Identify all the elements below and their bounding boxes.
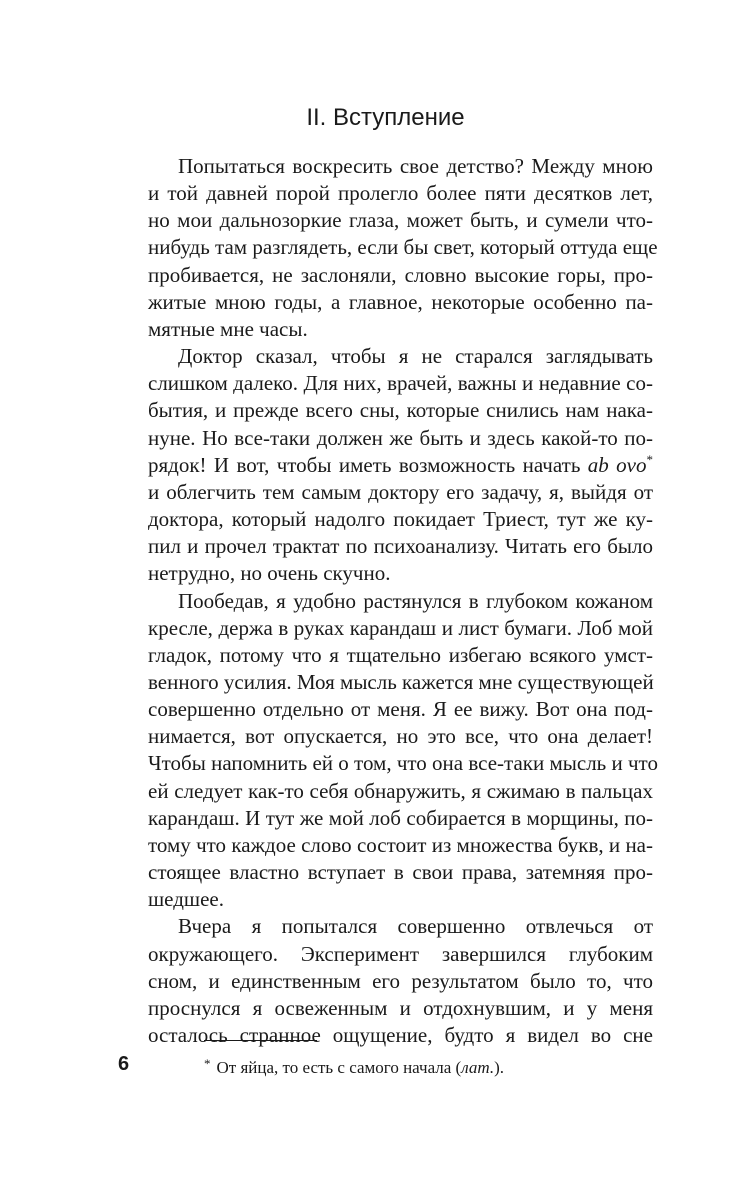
latin-phrase: ab ovo [587, 452, 647, 477]
footnote [204, 1052, 504, 1080]
text-line: пробивается, не заслоняли, словно высокие горы, про- [148, 262, 653, 287]
text-line: Чтобы напомнить ей о том, что она все-таки мысль и что [148, 751, 658, 776]
body-text [118, 153, 658, 1049]
paragraph-1 [118, 153, 658, 343]
text-line: карандаш. И тут же мой лоб собирается в морщины, по- [148, 805, 653, 830]
text-line: нетрудно, но очень скучно. [148, 561, 391, 586]
book-page [118, 0, 658, 1190]
page-number: 6 [118, 1053, 130, 1075]
text-line: кресле, держа в руках карандаш и лист бумаги. Лоб мой [148, 615, 653, 640]
footnote-separator [204, 1040, 317, 1041]
text-line: стоящее властно вступает в свои права, затемняя про- [148, 860, 653, 885]
text-line: и облегчить тем самым доктору его задачу, я, выйдя от [148, 479, 653, 504]
footnote-tail: ). [494, 1058, 504, 1077]
text-line: бытия, и прежде всего сны, которые снились нам нака- [148, 398, 653, 423]
text-line: окружающего. Эксперимент завершился глубоким [148, 941, 653, 966]
text-line: мятные мне часы. [148, 316, 308, 341]
text-line: венного усилия. Моя мысль кажется мне существующей [148, 669, 654, 694]
text-line: житые мною годы, а главное, некоторые особенно па- [148, 289, 653, 314]
text-line: гладок, потому что я тщательно избегаю всякого умст- [148, 642, 653, 667]
text-line: доктора, который надолго покидает Триест, тут же ку- [148, 507, 653, 532]
text-line: Доктор сказал, чтобы я не старался заглядывать [178, 344, 653, 369]
text-line: шедшее. [148, 887, 224, 912]
text-line: Попытаться воскресить свое детство? Между мною [178, 154, 653, 178]
text-segment: рядок! И вот, чтобы иметь возможность начать [148, 452, 581, 477]
footnote-mark: * [204, 1056, 211, 1071]
text-line: пил и прочел трактат по психоанализу. Читать его было [148, 534, 653, 559]
footnote-reference: * [646, 451, 654, 467]
text-line-with-latin [118, 452, 653, 479]
text-line: слишком далеко. Для них, врачей, важны и недавние со- [148, 371, 653, 396]
text-line: но мои дальнозоркие глаза, может быть, и сумели что- [148, 208, 653, 233]
text-line: нибудь там разглядеть, если бы свет, который оттуда еще [148, 235, 658, 260]
text-line: тому что каждое слово состоит из множества букв, и на- [148, 832, 653, 857]
text-line: совершенно отдельно от меня. Я ее вижу. Вот она под- [148, 697, 653, 722]
paragraph-2 [118, 343, 653, 587]
text-line: Вчера я попытался совершенно отвлечься от [178, 914, 653, 939]
footnote-text: От яйца, то есть с самого начала ( [216, 1058, 462, 1077]
text-line: нимается, вот опускается, но это все, что она делает! [148, 724, 653, 749]
text-line: проснулся я освеженным и отдохнувшим, и у меня [148, 995, 653, 1020]
text-line: нуне. Но все-таки должен же быть и здесь какой-то по- [148, 425, 653, 450]
text-line: и той давней порой пролегло более пяти десятков лет, [148, 181, 653, 206]
text-line: Пообедав, я удобно растянулся в глубоком кожаном [178, 588, 653, 613]
text-line: ей следует как-то себя обнаружить, я сжимаю в пальцах [148, 778, 653, 803]
paragraph-4 [118, 913, 653, 1049]
text-line: сном, и единственным его результатом было то, что [148, 968, 653, 993]
footnote-italic: лат. [461, 1058, 495, 1077]
text-line: осталось странное ощущение, будто я видел во сне [148, 1023, 653, 1047]
chapter-title: II. Вступление [306, 104, 465, 131]
paragraph-3 [118, 588, 658, 914]
